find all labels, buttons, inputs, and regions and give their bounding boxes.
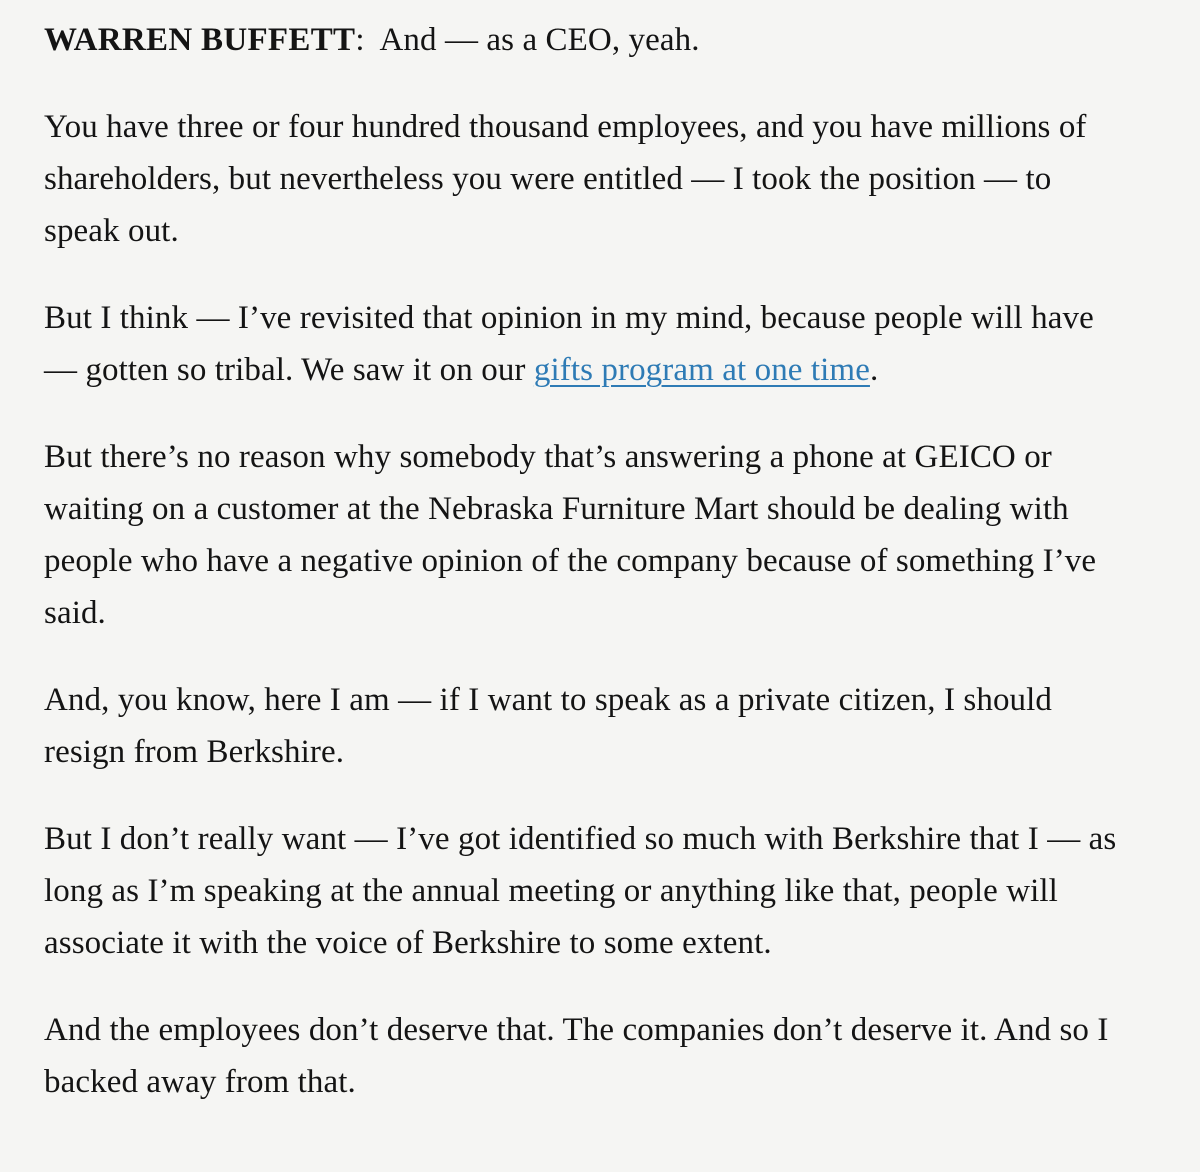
transcript-paragraph xyxy=(44,292,1130,396)
paragraph-text: You have three or four hundred thousand employees, and you have millions of shareholders, but nevertheless you were entitled — I took the position — to speak out. xyxy=(44,109,1087,249)
transcript-paragraph xyxy=(44,101,1130,257)
speaker-name: WARREN BUFFETT xyxy=(44,22,356,58)
paragraph-text: But there’s no reason why somebody that’s answering a phone at GEICO or waiting on a customer at the Nebraska Furniture Mart should be dealing with people who have a negative opinion of the company because of something I’ve said. xyxy=(44,439,1097,631)
transcript-paragraph xyxy=(44,14,1130,66)
paragraph-text: : And — as a CEO, yeah. xyxy=(355,22,700,58)
paragraph-text: But I don’t really want — I’ve got identified so much with Berkshire that I — as long as I’m speaking at the annual meeting or anything like that, people will associate it with the voice of Berkshire to some extent. xyxy=(44,821,1117,961)
inline-link[interactable]: gifts program at one time xyxy=(533,352,870,388)
paragraph-text: And, you know, here I am — if I want to speak as a private citizen, I should resign from Berkshire. xyxy=(44,682,1053,770)
paragraph-text: But I think — I’ve revisited that opinion in my mind, because people will have — gotten so tribal. We saw it on our xyxy=(44,300,1094,388)
paragraph-text: . xyxy=(869,352,879,388)
paragraph-text: And the employees don’t deserve that. The companies don’t deserve it. And so I backed away from that. xyxy=(44,1012,1109,1100)
transcript-paragraph xyxy=(44,431,1130,639)
transcript-paragraph xyxy=(44,1004,1130,1108)
transcript-paragraph xyxy=(44,813,1130,969)
transcript-paragraph xyxy=(44,674,1130,778)
